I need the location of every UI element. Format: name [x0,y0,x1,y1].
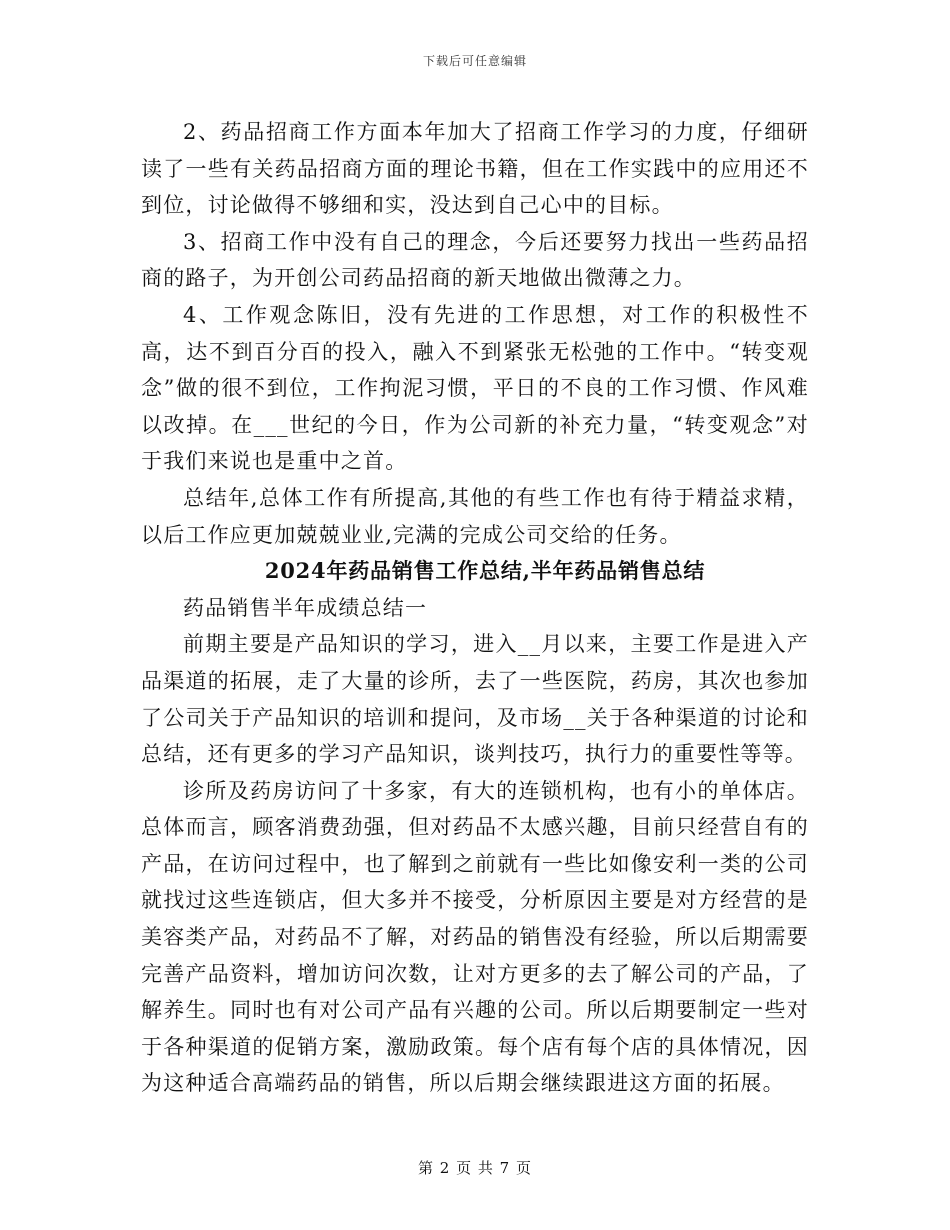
document-body [141,114,809,1102]
paragraph-visits: 诊所及药房访问了十多家，有大的连锁机构，也有小的单体店。总体而言，顾客消费劲强，但对药品不太感兴趣，目前只经营自有的产品，在访问过程中，也了解到之前就有一些比如像安利一类的公司就找过这些连锁店，但大多并不接受，分析原因主要是对方经营的是美容类产品，对药品不了解，对药品的销售没有经验，所以后期需要完善产品资料，增加访问次数，让对方更多的去了解公司的产品，了解养生。同时也有对公司产品有兴趣的公司。所以后期要制定一些对于各种渠道的促销方案，激励政策。每个店有每个店的具体情况，因为这种适合高端药品的销售，所以后期会继续跟进这方面的拓展。 [141,778,809,1096]
page-number: 第 2 页 共 7 页 [418,1159,532,1177]
subsection-heading: 药品销售半年成绩总结一 [183,595,428,620]
section-title: 2024年药品销售工作总结,半年药品销售总结 [264,558,706,584]
paragraph-summary: 总结年,总体工作有所提高,其他的有些工作也有待于精益求精，以后工作应更加兢兢业业,完满的完成公司交给的任务。 [141,485,809,547]
paragraph-item-4: 4、工作观念陈旧，没有先进的工作思想，对工作的积极性不高，达不到百分百的投入，融入不到紧张无松弛的工作中。“转变观念”做的很不到位，工作拘泥习惯，平日的不良的工作习惯、作风难以改掉。在___世纪的今日，作为公司新的补充力量，“转变观念”对于我们来说也是重中之首。 [141,302,809,474]
paragraph-item-2: 2、药品招商工作方面本年加大了招商工作学习的力度，仔细研读了一些有关药品招商方面的理论书籍，但在工作实践中的应用还不到位，讨论做得不够细和实，没达到自己心中的目标。 [141,120,809,218]
header-note: 下载后可任意编辑 [422,54,527,68]
paragraph-early-period: 前期主要是产品知识的学习，进入__月以来，主要工作是进入产品渠道的拓展，走了大量的诊所，去了一些医院，药房，其次也参加了公司关于产品知识的培训和提问，及市场__关于各种渠道的讨论和总结，还有更多的学习产品知识，谈判技巧，执行力的重要性等等。 [141,632,809,767]
paragraph-item-3: 3、招商工作中没有自己的理念，今后还要努力找出一些药品招商的路子，为开创公司药品招商的新天地做出微薄之力。 [141,229,809,291]
